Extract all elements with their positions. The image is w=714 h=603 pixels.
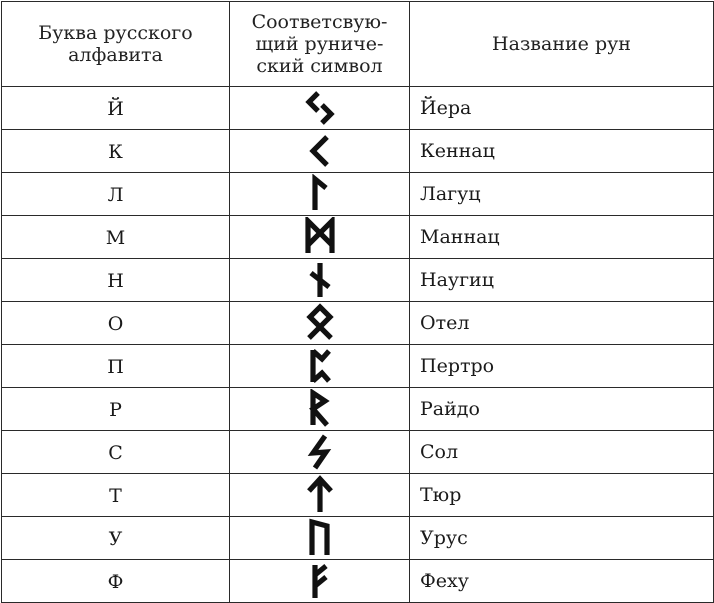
rune-cell bbox=[230, 216, 410, 259]
rune-cell bbox=[230, 517, 410, 560]
rune-name-cell bbox=[410, 87, 714, 130]
rune-cell bbox=[230, 173, 410, 216]
rune-name-cell bbox=[410, 302, 714, 345]
header-row bbox=[2, 2, 714, 87]
table-row bbox=[2, 173, 714, 216]
rune-name: Сол bbox=[420, 441, 459, 463]
table-row bbox=[2, 87, 714, 130]
letter-cell bbox=[2, 431, 230, 474]
table-row bbox=[2, 345, 714, 388]
russian-letter: Й bbox=[107, 97, 124, 120]
russian-letter: К bbox=[108, 140, 123, 163]
russian-letter: П bbox=[107, 355, 124, 378]
rune-name-cell bbox=[410, 216, 714, 259]
rune-cell bbox=[230, 302, 410, 345]
rune-name: Наугиц bbox=[420, 269, 494, 291]
header-russian-letter-text: Буква русского алфавита bbox=[38, 22, 193, 66]
uruz-rune-icon bbox=[298, 518, 342, 558]
rune-name-cell bbox=[410, 560, 714, 603]
header-russian-letter bbox=[2, 2, 230, 87]
rune-cell bbox=[230, 431, 410, 474]
rune-name-cell bbox=[410, 130, 714, 173]
letter-cell bbox=[2, 517, 230, 560]
rune-cell bbox=[230, 388, 410, 431]
fehu-rune-icon bbox=[298, 561, 342, 601]
rune-name-cell bbox=[410, 517, 714, 560]
rune-name: Кеннац bbox=[420, 140, 495, 162]
russian-letter: Ф bbox=[107, 570, 124, 593]
header-rune-symbol-text: Соответсвую-щий руниче-ский символ bbox=[251, 11, 388, 77]
header-rune-name bbox=[410, 2, 714, 87]
jera-rune-icon bbox=[298, 88, 342, 128]
kennaz-rune-icon bbox=[298, 131, 342, 171]
sowilo-rune-icon bbox=[298, 432, 342, 472]
perthro-rune-icon bbox=[298, 346, 342, 386]
table-row bbox=[2, 431, 714, 474]
raido-rune-icon bbox=[298, 389, 342, 429]
header-rune-name-text: Название рун bbox=[492, 33, 631, 55]
mannaz-rune-icon bbox=[298, 217, 342, 257]
letter-cell bbox=[2, 302, 230, 345]
rune-name-cell bbox=[410, 259, 714, 302]
letter-cell bbox=[2, 173, 230, 216]
rune-cell bbox=[230, 259, 410, 302]
rune-cell bbox=[230, 130, 410, 173]
runes-table bbox=[1, 1, 714, 603]
letter-cell bbox=[2, 345, 230, 388]
rune-name: Урус bbox=[420, 527, 468, 549]
header-rune-symbol bbox=[230, 2, 410, 87]
letter-cell bbox=[2, 87, 230, 130]
table-row bbox=[2, 560, 714, 603]
letter-cell bbox=[2, 474, 230, 517]
table-row bbox=[2, 130, 714, 173]
naudiz-rune-icon bbox=[298, 260, 342, 300]
table-row bbox=[2, 216, 714, 259]
russian-letter: М bbox=[105, 226, 126, 249]
rune-name: Райдо bbox=[420, 398, 480, 420]
rune-name: Тюр bbox=[420, 484, 462, 506]
letter-cell bbox=[2, 216, 230, 259]
rune-name: Пертро bbox=[420, 355, 495, 377]
russian-letter: Н bbox=[107, 269, 124, 292]
rune-name: Йера bbox=[420, 97, 472, 119]
russian-letter: С bbox=[108, 441, 123, 464]
rune-cell bbox=[230, 560, 410, 603]
rune-name-cell bbox=[410, 388, 714, 431]
rune-cell bbox=[230, 474, 410, 517]
tiwaz-rune-icon bbox=[298, 475, 342, 515]
rune-name-cell bbox=[410, 474, 714, 517]
laguz-rune-icon bbox=[298, 174, 342, 214]
rune-name: Лагуц bbox=[420, 183, 481, 205]
letter-cell bbox=[2, 388, 230, 431]
othala-rune-icon bbox=[298, 303, 342, 343]
letter-cell bbox=[2, 259, 230, 302]
table-row bbox=[2, 388, 714, 431]
rune-cell bbox=[230, 345, 410, 388]
table-row bbox=[2, 259, 714, 302]
rune-name-cell bbox=[410, 173, 714, 216]
rune-name-cell bbox=[410, 345, 714, 388]
rune-cell bbox=[230, 87, 410, 130]
letter-cell bbox=[2, 560, 230, 603]
russian-letter: О bbox=[107, 312, 124, 335]
table-row bbox=[2, 474, 714, 517]
rune-name: Феху bbox=[420, 570, 469, 592]
russian-letter: Л bbox=[107, 183, 124, 206]
russian-letter: У bbox=[108, 527, 123, 550]
table-row bbox=[2, 517, 714, 560]
table-row bbox=[2, 302, 714, 345]
rune-name: Отел bbox=[420, 312, 470, 334]
letter-cell bbox=[2, 130, 230, 173]
rune-name-cell bbox=[410, 431, 714, 474]
rune-name: Маннац bbox=[420, 226, 500, 248]
russian-letter: Т bbox=[109, 484, 122, 507]
russian-letter: Р bbox=[109, 398, 122, 421]
